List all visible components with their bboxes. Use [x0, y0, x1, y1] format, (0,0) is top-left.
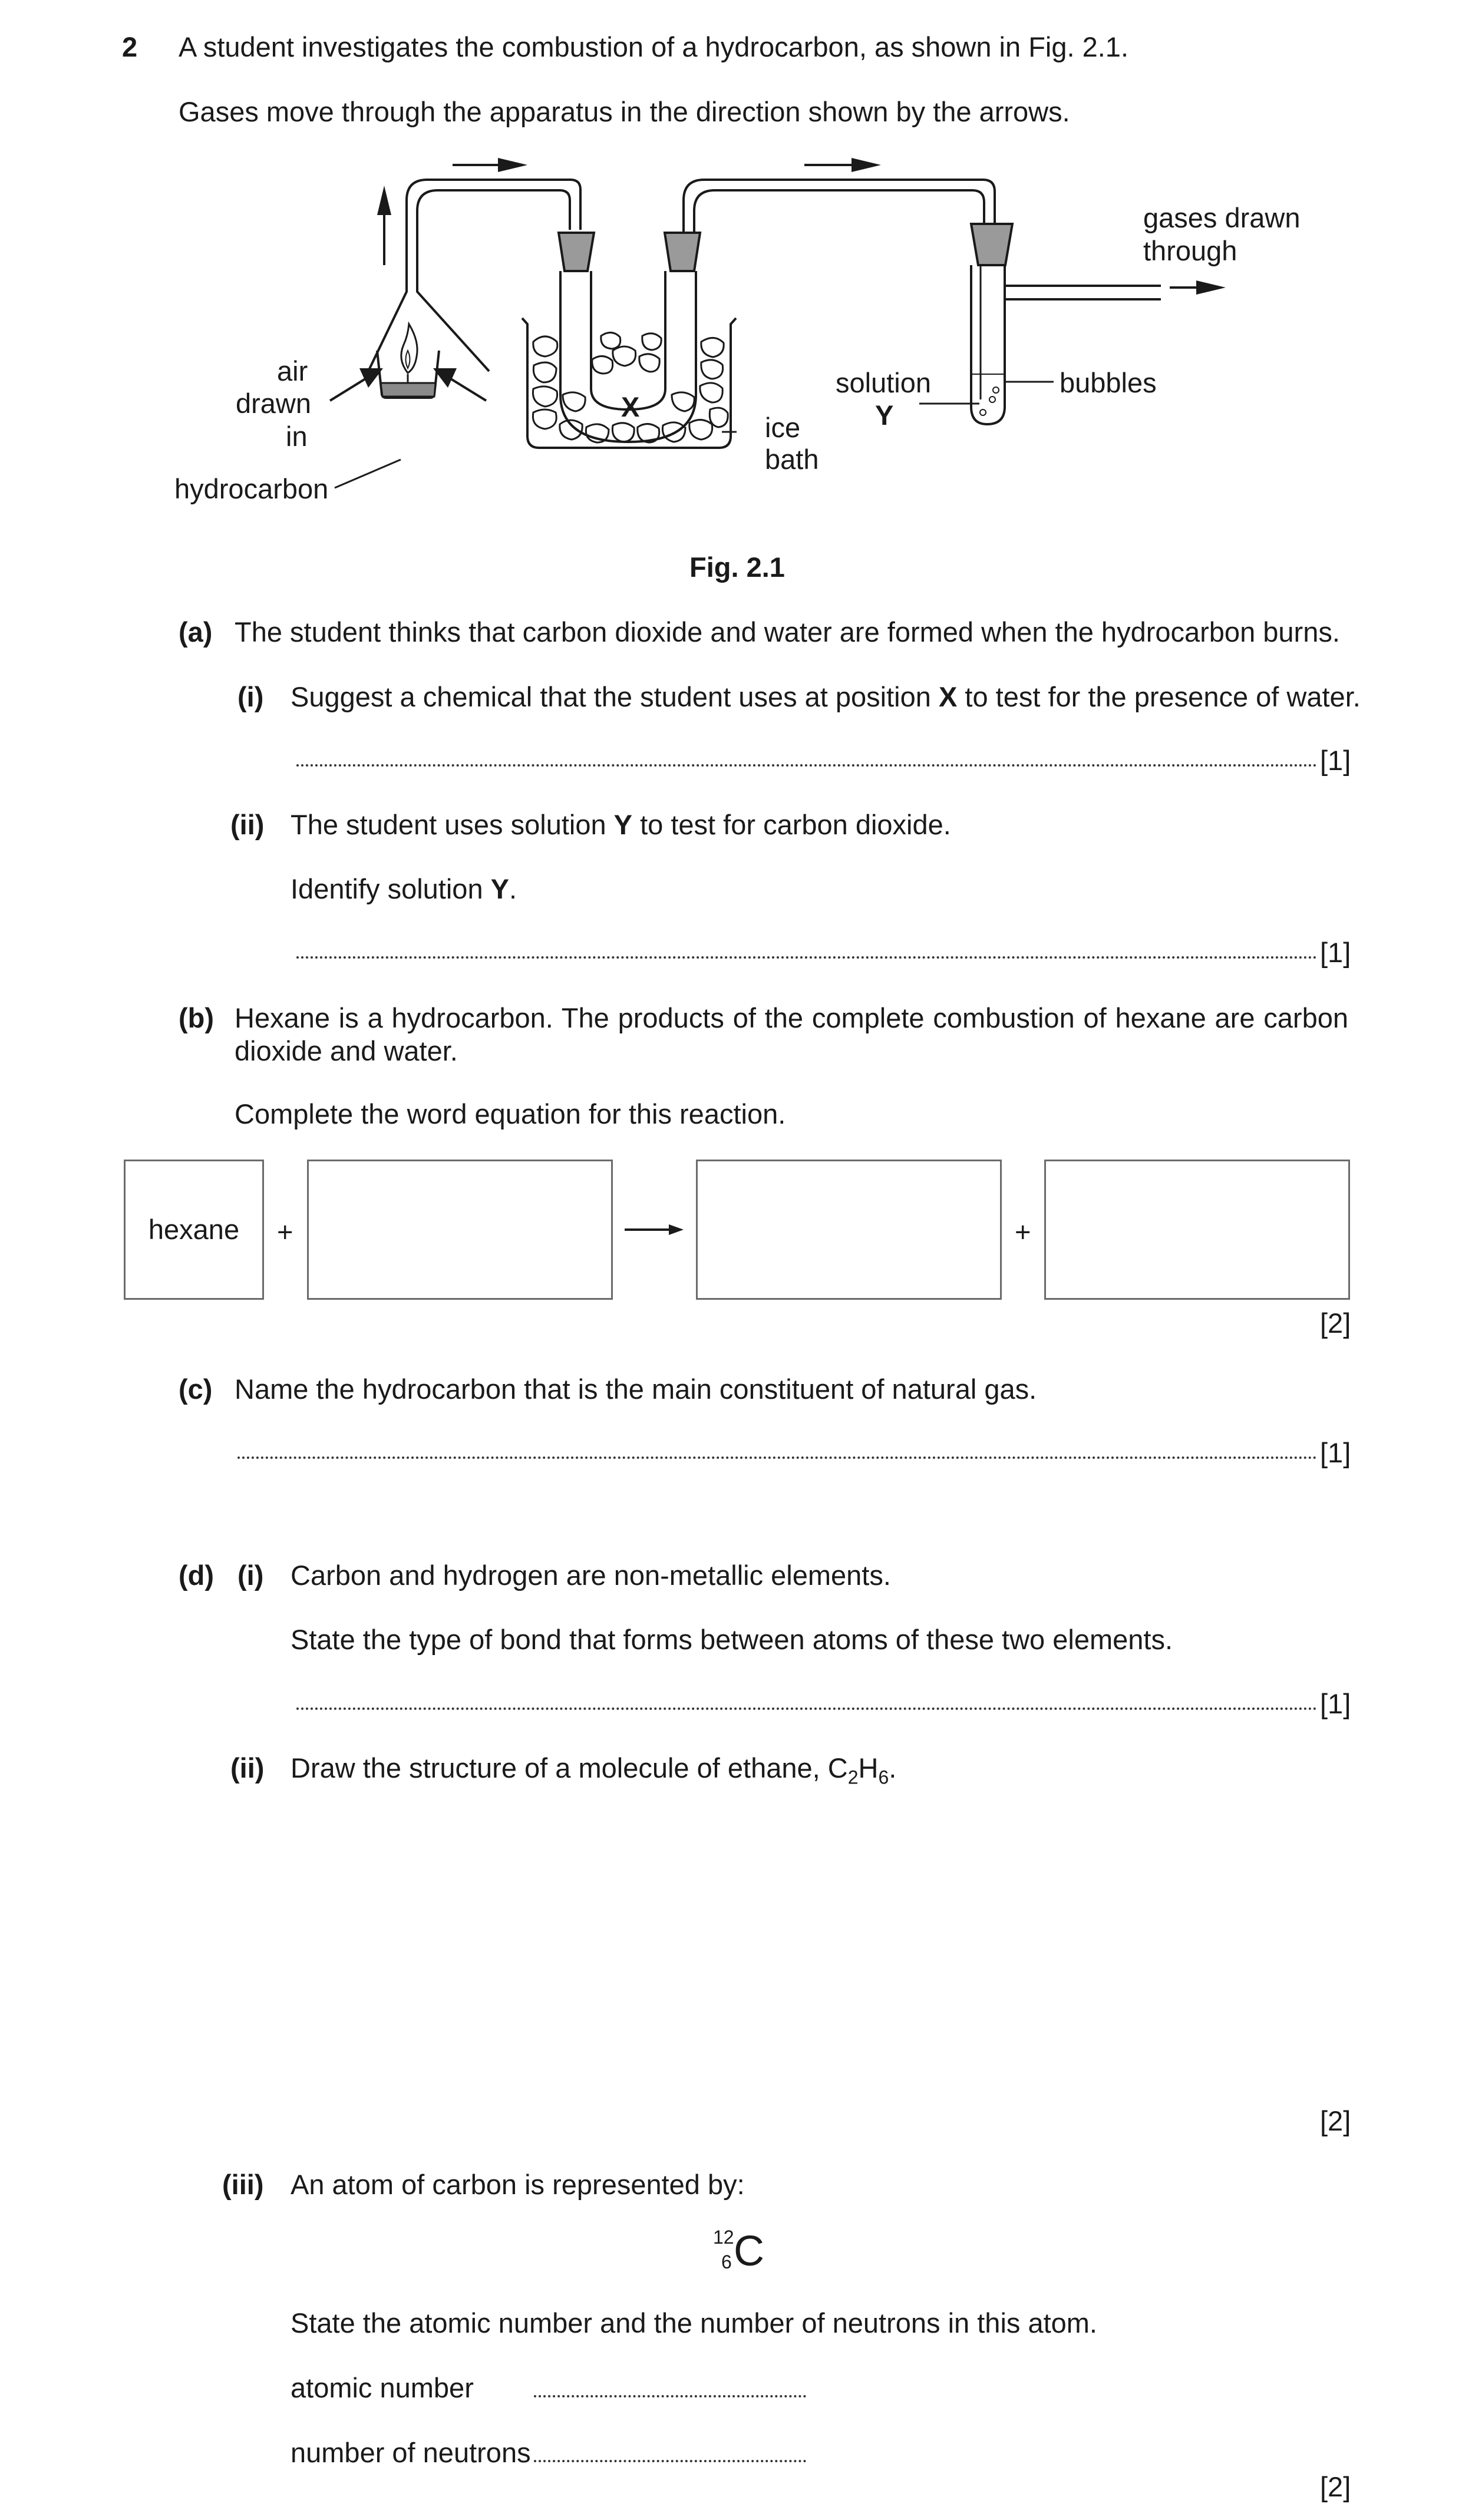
question-number: 2: [122, 31, 138, 62]
exit-arrow: [1170, 280, 1226, 295]
direction-arrow-up: [377, 186, 391, 265]
part-a-ii-label: (ii): [230, 809, 265, 840]
atomic-number-label: atomic number: [291, 2372, 474, 2403]
part-d-iii-label: (iii): [222, 2169, 264, 2200]
equation-box-reactant-2[interactable]: [307, 1160, 613, 1300]
part-d-iii-text: An atom of carbon is represented by:: [291, 2169, 745, 2200]
part-a-label: (a): [179, 616, 213, 648]
neutrons-label: number of neutrons: [291, 2437, 531, 2468]
label-drawn: drawn: [236, 388, 312, 419]
label-hydrocarbon: hydrocarbon: [174, 473, 329, 504]
part-c-text: Name the hydrocarbon that is the main constituent of natural gas.: [235, 1373, 1037, 1405]
label-through: through: [1143, 235, 1237, 266]
bung-middle: [665, 233, 700, 271]
drawing-area[interactable]: [291, 1803, 1322, 2086]
question-intro-direction: Gases move through the apparatus in the direction shown by the arrows.: [179, 96, 1070, 127]
equation-box-product-2[interactable]: [1044, 1160, 1350, 1300]
air-arrow-left: [330, 368, 383, 401]
part-d-i-text: Carbon and hydrogen are non-metallic elements.: [291, 1560, 891, 1591]
mark-a-i: [1]: [1320, 745, 1351, 776]
label-gases-drawn: gases drawn: [1143, 202, 1301, 233]
bung-right: [971, 224, 1012, 265]
part-a-text: The student thinks that carbon dioxide and water are formed when the hydrocarbon burns.: [235, 616, 1340, 648]
label-bath: bath: [765, 444, 819, 475]
answer-line-c[interactable]: [237, 1456, 1317, 1459]
label-bubbles: bubbles: [1060, 367, 1157, 398]
ice-bath-beaker: [522, 318, 736, 448]
answer-line-a-i[interactable]: [296, 764, 1317, 767]
part-c-label: (c): [179, 1373, 213, 1405]
question-intro: A student investigates the combustion of a hydrocarbon, as shown in Fig. 2.1.: [179, 31, 1128, 62]
label-y: Y: [875, 399, 894, 431]
funnel: [368, 180, 580, 371]
ice-cubes: [533, 332, 728, 442]
carbon-nuclide-symbol: [707, 2226, 778, 2291]
bubble: [993, 387, 999, 393]
mark-c: [1]: [1320, 1437, 1351, 1468]
part-d-i-question: State the type of bond that forms between atoms of these two elements.: [291, 1624, 1173, 1655]
direction-arrow-1: [453, 158, 527, 172]
mark-d-ii: [2]: [1320, 2105, 1351, 2136]
mass-number: 12: [713, 2227, 734, 2248]
element-symbol: C: [734, 2228, 764, 2275]
part-a-ii-instruction: Identify solution Y.: [291, 873, 517, 904]
mark-a-ii: [1]: [1320, 937, 1351, 968]
label-in: in: [286, 421, 308, 452]
mark-d-i: [1]: [1320, 1688, 1351, 1719]
answer-line-atomic-number[interactable]: [534, 2395, 806, 2397]
part-d-ii-question: Draw the structure of a molecule of ethane, $C_2H_6$.: [291, 1752, 897, 1788]
part-d-iii-question: State the atomic number and the number of neutrons in this atom.: [291, 2307, 1097, 2339]
part-b-label: (b): [179, 1002, 214, 1033]
equation-arrow-icon: [625, 1221, 689, 1238]
answer-line-neutrons[interactable]: [534, 2460, 806, 2462]
figure-caption: Fig. 2.1: [689, 551, 785, 583]
part-d-ii-label: (ii): [230, 1752, 265, 1784]
label-solution: solution: [836, 367, 931, 398]
equation-box-product-1[interactable]: [696, 1160, 1002, 1300]
direction-arrow-2: [804, 158, 881, 172]
atomic-number: 6: [721, 2251, 732, 2273]
test-tube: [971, 265, 1005, 424]
equation-plus-1: +: [277, 1216, 293, 1247]
part-a-ii-question: The student uses solution Y to test for carbon dioxide.: [291, 809, 951, 840]
part-b-text: Hexane is a hydrocarbon. The products of the complete combustion of hexane are carbon dioxide and water.: [235, 1002, 1348, 1067]
part-b-instruction: Complete the word equation for this reaction.: [235, 1098, 786, 1129]
bung-left: [559, 233, 594, 271]
answer-line-d-i[interactable]: [296, 1707, 1317, 1710]
part-d-label: (d): [179, 1560, 214, 1591]
part-a-i-question: Suggest a chemical that the student uses at position X to test for the presence of water.: [291, 681, 1361, 712]
part-d-i-label: (i): [237, 1560, 264, 1591]
part-a-i-label: (i): [237, 681, 264, 712]
label-ice: ice: [765, 412, 801, 443]
mark-d-iii: [2]: [1320, 2471, 1351, 2502]
mark-b: [2]: [1320, 1307, 1351, 1339]
equation-plus-2: +: [1015, 1216, 1031, 1247]
equation-reactant-box: [124, 1160, 264, 1300]
label-x: X: [621, 391, 640, 422]
label-air: air: [277, 355, 308, 387]
equation-reactant: hexane: [148, 1213, 240, 1245]
air-arrow-right: [433, 368, 486, 401]
answer-line-a-ii[interactable]: [296, 956, 1317, 959]
